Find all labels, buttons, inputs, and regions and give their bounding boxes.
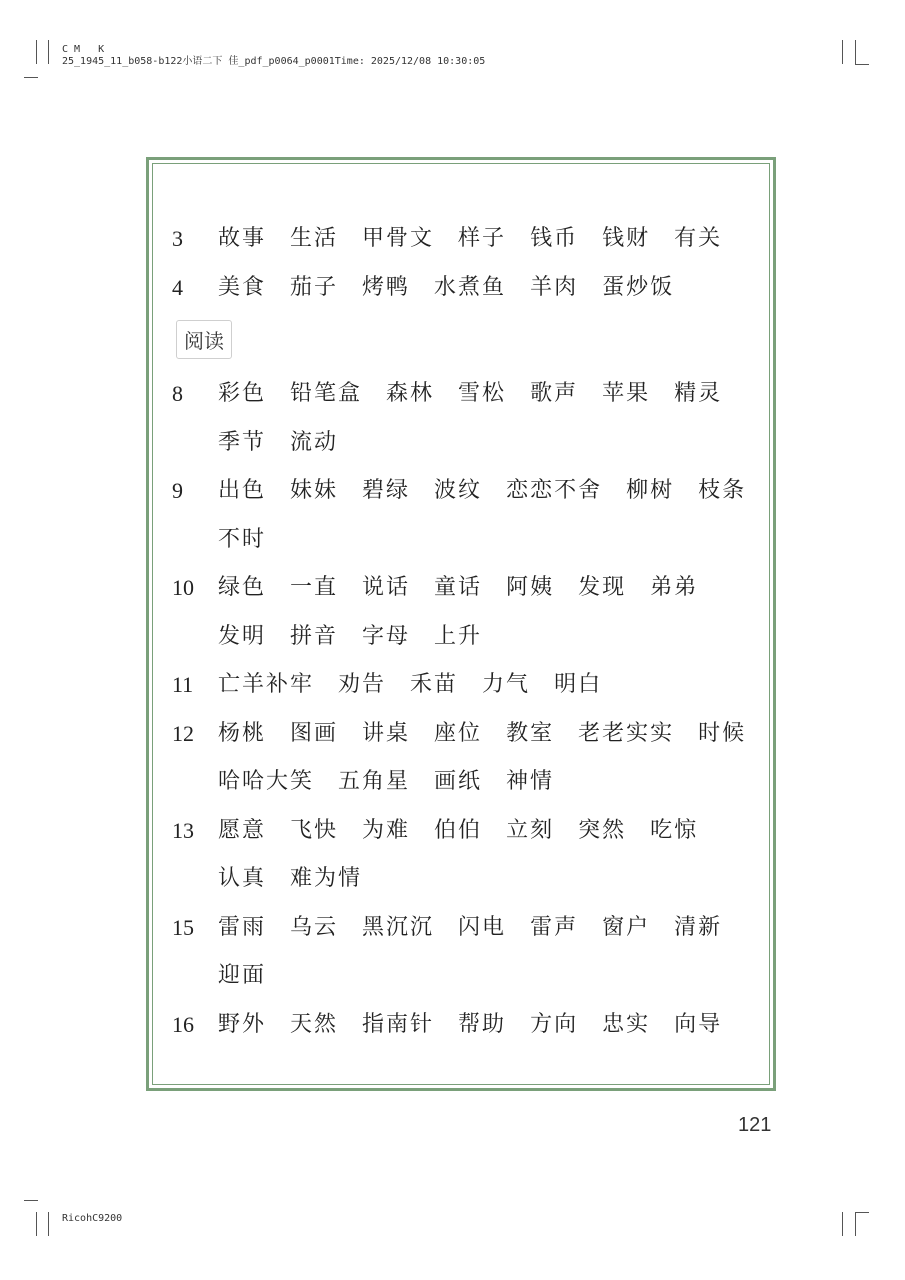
vocab-word: 忠实 [602,1011,651,1037]
print-header-line1: C M K [62,44,105,55]
vocab-word: 水煮鱼 [434,274,507,300]
word-group [218,1001,746,1050]
vocab-word: 枝条 [698,478,747,503]
vocab-word: 为难 [362,817,411,843]
vocab-word: 甲骨文 [362,226,435,251]
vocab-word: 拼音 [290,623,339,649]
vocab-word: 绿色 [218,575,267,600]
lesson-number: 9 [172,478,183,503]
vocab-word: 有关 [674,226,723,251]
lesson-number: 11 [172,672,194,697]
lesson-number: 3 [172,226,183,251]
vocab-word: 天然 [290,1011,339,1037]
crop-mark-tr-v2 [855,40,856,64]
word-group [218,264,698,313]
vocab-word: 劝告 [338,672,387,697]
vocab-row [172,661,762,710]
vocab-word: 力气 [482,672,531,697]
lesson-number: 4 [172,274,183,300]
vocab-word: 教室 [506,720,555,746]
vocab-word: 季节 [218,429,267,455]
lesson-number: 13 [172,817,194,843]
vocab-word: 发明 [218,623,267,649]
vocab-word: 吃惊 [650,817,699,843]
vocab-list [172,215,762,1049]
vocab-word: 黑沉沉 [362,914,435,940]
vocab-word: 字母 [362,623,411,649]
word-group [218,904,746,953]
vocab-row [172,758,762,807]
crop-mark-br-v2 [855,1212,856,1236]
vocab-word: 歌声 [530,381,579,406]
vocab-word: 向导 [674,1011,723,1037]
vocab-word: 苹果 [602,381,651,406]
vocab-row [172,467,762,516]
vocab-word: 认真 [218,866,267,891]
vocab-word: 难为情 [290,866,363,891]
vocab-word: 帮助 [458,1011,507,1037]
word-group [218,613,506,662]
vocab-word: 蛋炒饭 [602,274,675,300]
word-group [218,467,770,516]
vocab-word: 不时 [218,526,267,552]
vocab-word: 讲桌 [362,720,411,746]
word-group [218,215,746,264]
page-number: 121 [738,1114,772,1136]
vocab-word: 发现 [578,575,627,600]
crop-mark-tl-v1 [36,40,37,64]
vocab-word: 弟弟 [650,575,699,600]
vocab-row [172,904,762,953]
vocab-word: 流动 [290,429,339,455]
vocab-word: 亡羊补牢 [218,672,315,697]
printer-device: RicohC9200 [62,1213,123,1224]
word-group [218,758,578,807]
word-group [218,516,290,565]
vocab-word: 方向 [530,1011,579,1037]
crop-mark-tl-v2 [48,40,49,64]
vocab-word: 图画 [290,720,339,746]
vocab-word: 野外 [218,1011,267,1037]
vocab-word: 妹妹 [290,478,339,503]
vocab-row [172,370,762,419]
vocab-row [172,264,762,313]
vocab-word: 老老实实 [578,720,675,746]
vocab-word: 座位 [434,720,483,746]
word-group [218,710,770,759]
word-group [218,855,386,904]
vocab-word: 烤鸭 [362,274,411,300]
vocab-word: 画纸 [434,769,483,794]
vocab-word: 指南针 [362,1011,435,1037]
section-header [172,312,762,370]
vocab-row [172,710,762,759]
word-group [218,564,722,613]
vocab-word: 雷雨 [218,914,267,940]
crop-mark-tl-h [24,77,38,78]
vocab-word: 钱财 [602,226,651,251]
vocab-word: 禾苗 [410,672,459,697]
vocab-word: 哈哈大笑 [218,769,315,794]
vocab-word: 上升 [434,623,483,649]
vocab-word: 窗户 [602,914,651,940]
vocab-word: 生活 [290,226,339,251]
vocab-word: 时候 [698,720,747,746]
lesson-number: 8 [172,381,183,406]
vocab-word: 恋恋不舍 [506,478,603,503]
vocab-word: 愿意 [218,817,267,843]
vocab-word: 童话 [434,575,483,600]
word-group [218,807,722,856]
vocab-word: 森林 [386,381,435,406]
crop-mark-bl-v1 [36,1212,37,1236]
vocab-word: 五角星 [338,769,411,794]
vocab-row [172,564,762,613]
vocab-word: 彩色 [218,381,267,406]
word-group [218,419,362,468]
section-label-reading: 阅读 [176,320,232,359]
vocab-rows-bottom [172,370,762,1049]
lesson-number: 10 [172,575,194,600]
vocab-word: 精灵 [674,381,723,406]
vocab-word: 出色 [218,478,267,503]
vocab-word: 迎面 [218,963,267,988]
vocab-row [172,516,762,565]
vocab-word: 波纹 [434,478,483,503]
crop-mark-br-v1 [842,1212,843,1236]
vocab-word: 故事 [218,226,267,251]
vocab-word: 柳树 [626,478,675,503]
vocab-word: 杨桃 [218,720,267,746]
vocab-word: 立刻 [506,817,555,843]
lesson-number: 12 [172,720,194,746]
vocab-row [172,855,762,904]
vocab-word: 铅笔盒 [290,381,363,406]
vocab-word: 茄子 [290,274,339,300]
vocab-row [172,807,762,856]
print-header-line2: 25_1945_11_b058-b122小语二下 佳_pdf_p0064_p0001Time: 2025/12/08 10:30:05 [62,56,486,67]
vocab-word: 清新 [674,914,723,940]
vocab-word: 突然 [578,817,627,843]
crop-mark-tr-h [855,64,869,65]
print-header [62,44,485,68]
vocab-word: 雷声 [530,914,579,940]
vocab-word: 美食 [218,274,267,300]
vocab-row [172,419,762,468]
vocab-word: 说话 [362,575,411,600]
vocab-word: 样子 [458,226,507,251]
crop-mark-bl-h [24,1200,38,1201]
lesson-number: 15 [172,914,194,940]
vocab-word: 飞快 [290,817,339,843]
vocab-word: 明白 [554,672,603,697]
word-group [218,952,290,1001]
vocab-rows-top [172,215,762,312]
vocab-word: 神情 [506,769,555,794]
vocab-row [172,952,762,1001]
vocab-word: 一直 [290,575,339,600]
vocab-word: 乌云 [290,914,339,940]
vocab-word: 阿姨 [506,575,555,600]
vocab-row [172,215,762,264]
vocab-word: 雪松 [458,381,507,406]
word-group [218,370,746,419]
vocab-word: 钱币 [530,226,579,251]
vocab-word: 闪电 [458,914,507,940]
vocab-row [172,1001,762,1050]
word-group [218,661,626,710]
vocab-word: 伯伯 [434,817,483,843]
vocab-row [172,613,762,662]
crop-mark-bl-v2 [48,1212,49,1236]
vocab-word: 碧绿 [362,478,411,503]
crop-mark-br-h [855,1212,869,1213]
lesson-number: 16 [172,1011,194,1037]
vocab-word: 羊肉 [530,274,579,300]
crop-mark-tr-v1 [842,40,843,64]
